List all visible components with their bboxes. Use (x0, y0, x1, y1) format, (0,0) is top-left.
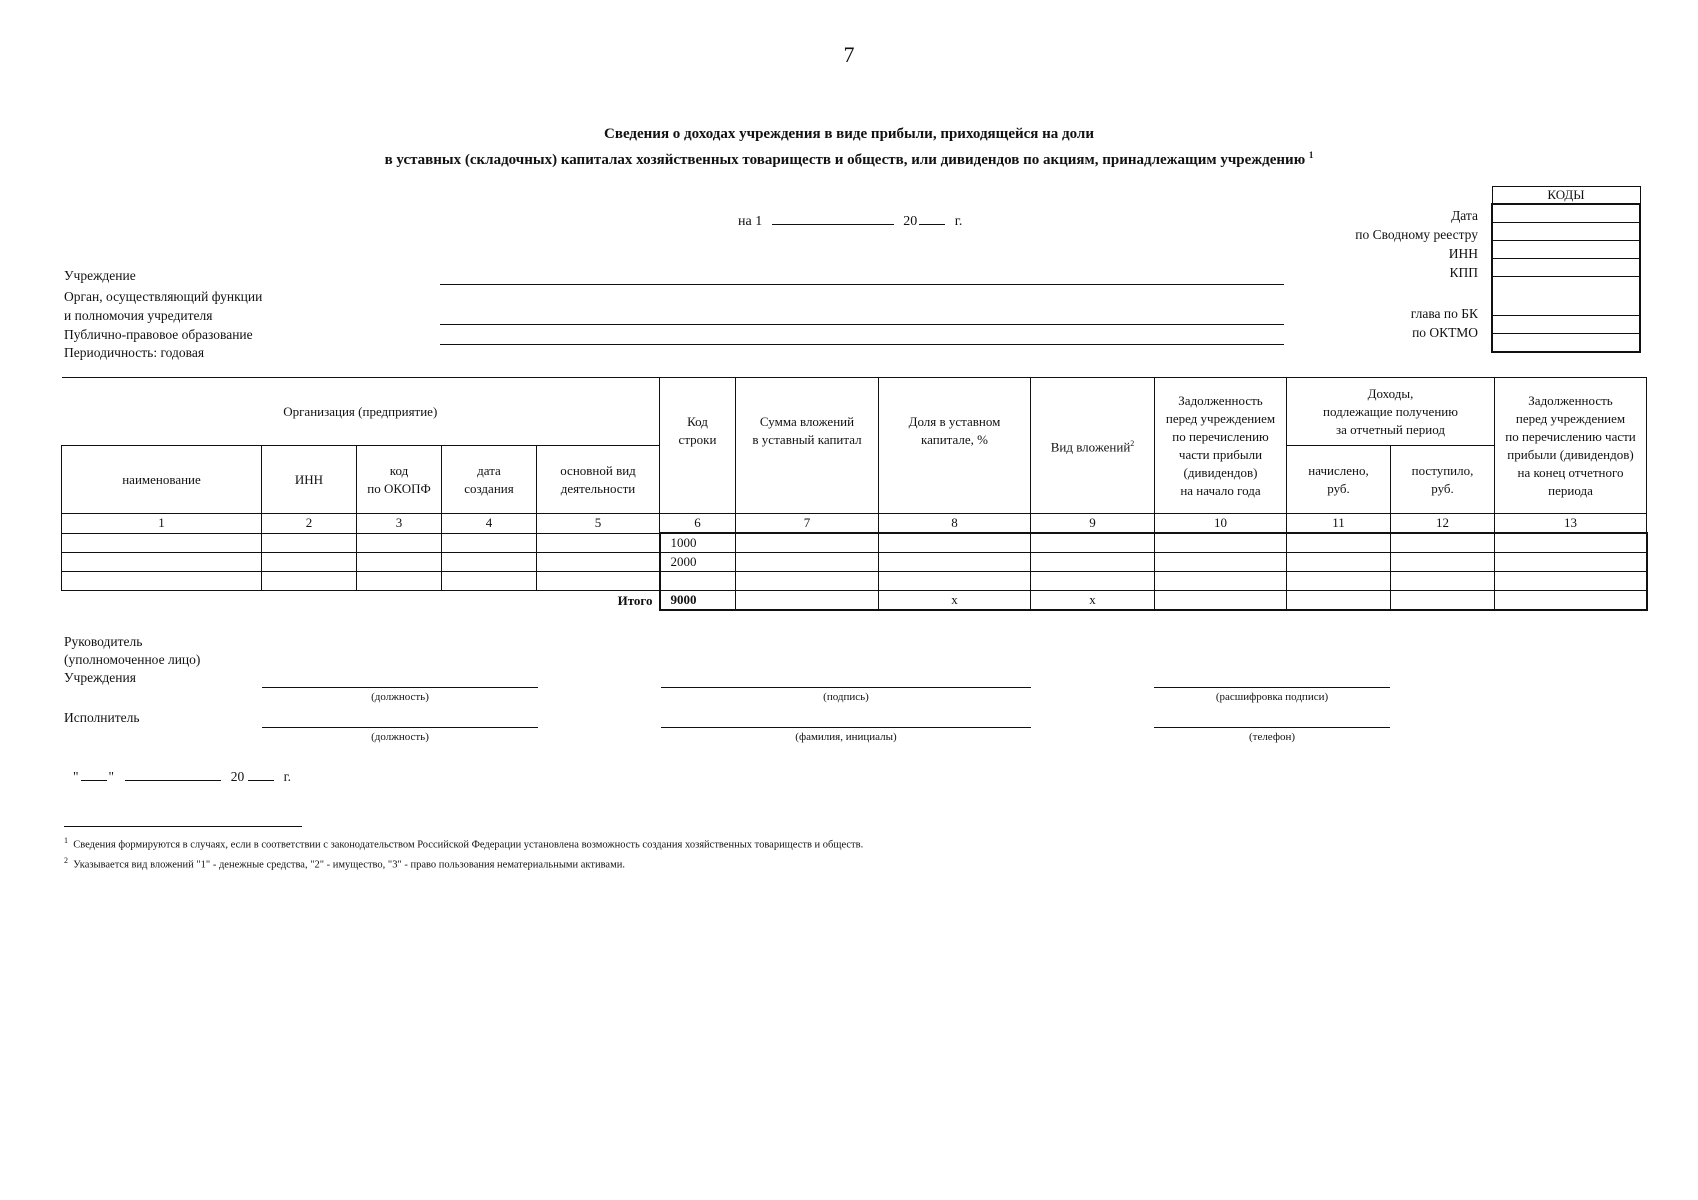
cap-head-signature: (подпись) (823, 691, 869, 703)
cell-share[interactable] (879, 553, 1031, 572)
sig-head-l1: Руководитель (64, 634, 143, 649)
institution-field[interactable] (440, 284, 1284, 285)
debt-end-l4: прибыли (дивидендов) (1507, 446, 1634, 462)
col-number: 6 (660, 514, 736, 534)
accrued-l1: начислено, (1308, 462, 1369, 478)
cell-activity[interactable] (537, 553, 660, 572)
sig-executor: Исполнитель (64, 710, 140, 725)
debt-end-l2: перед учреждением (1515, 410, 1626, 426)
col-accrued-header (1287, 446, 1391, 514)
col-kind-header (1031, 378, 1155, 514)
date-prefix: на 1 (738, 214, 763, 229)
code-label-inn: ИНН (1448, 246, 1478, 261)
cell-name[interactable] (62, 553, 262, 572)
debt-start-l2: перед учреждением (1165, 410, 1276, 426)
cell-activity[interactable] (537, 572, 660, 591)
total-sum[interactable] (736, 591, 879, 611)
executor-phone-line[interactable] (1154, 727, 1390, 728)
code-label-oktmo: по ОКТМО (1412, 325, 1478, 340)
footnote-1-text: Сведения формируются в случаях, если в соответствии с законодательством Российской Федерации установлена возможность создания хозяйственных товариществ и обществ. (73, 839, 864, 851)
total-accrued[interactable] (1287, 591, 1391, 611)
cell-okopf[interactable] (357, 533, 442, 553)
cell-received[interactable] (1391, 572, 1495, 591)
cell-created[interactable] (442, 553, 537, 572)
received-l1: поступило, (1411, 462, 1474, 478)
org-group-header: Организация (предприятие) (62, 378, 660, 446)
cell-row-code: 2000 (660, 553, 736, 572)
col-share-l2: капитале, % (921, 431, 988, 447)
col-number: 2 (262, 514, 357, 534)
label-founder-1: Орган, осуществляющий функции (64, 289, 263, 304)
total-row-code: 9000 (660, 591, 736, 611)
head-position-line[interactable] (262, 687, 538, 688)
debt-end-l6: периода (1548, 482, 1593, 498)
col-debt-start-header (1155, 378, 1287, 514)
cell-kind[interactable] (1031, 553, 1155, 572)
col-share-l1: Доля в уставном (908, 413, 1001, 429)
income-table (61, 377, 1648, 611)
label-institution: Учреждение (64, 268, 136, 283)
code-oktmo-cell[interactable] (1492, 316, 1640, 334)
title-line-2 (0, 150, 1698, 169)
cap-executor-position: (должность) (371, 731, 429, 743)
code-label-date: Дата (1451, 208, 1478, 223)
cell-inn[interactable] (262, 572, 357, 591)
total-received[interactable] (1391, 591, 1495, 611)
cell-sum[interactable] (736, 533, 879, 553)
codes-header: КОДЫ (1492, 187, 1640, 205)
total-debt-end[interactable] (1495, 591, 1647, 611)
activity-l2: деятельности (560, 480, 636, 496)
code-label-glava-bk: глава по БК (1410, 306, 1478, 321)
cell-debt-start[interactable] (1155, 533, 1287, 553)
label-periodicity: Периодичность: годовая (64, 345, 205, 360)
cell-debt-end[interactable] (1495, 533, 1647, 553)
debt-end-l3: по перечислению части (1505, 428, 1636, 444)
cell-sum[interactable] (736, 553, 879, 572)
cell-okopf[interactable] (357, 553, 442, 572)
col-sum-header (736, 378, 879, 514)
cell-debt-start[interactable] (1155, 553, 1287, 572)
col-code-l1: Код (687, 413, 708, 429)
date-year-field[interactable] (919, 210, 945, 225)
debt-end-l1: Задолженность (1528, 392, 1613, 408)
col-sum-l2: в уставный капитал (752, 431, 862, 447)
cell-sum[interactable] (736, 572, 879, 591)
total-debt-start[interactable] (1155, 591, 1287, 611)
col-activity-header (537, 446, 660, 514)
cell-received[interactable] (1391, 553, 1495, 572)
quote-open: " (73, 769, 79, 784)
cell-accrued[interactable] (1287, 533, 1391, 553)
report-date-line (738, 210, 962, 230)
activity-l1: основной вид (560, 462, 636, 478)
total-row (62, 591, 1647, 611)
code-kpp-cell[interactable] (1492, 259, 1640, 277)
bottom-date-suffix: г. (283, 769, 292, 784)
public-entity-field[interactable] (440, 344, 1284, 345)
col-kind-mark: 2 (1130, 438, 1135, 448)
col-number: 4 (442, 514, 537, 534)
debt-start-l1: Задолженность (1178, 392, 1263, 408)
col-number: 13 (1495, 514, 1647, 534)
label-founder-2: и полномочия учредителя (64, 308, 213, 323)
cell-name[interactable] (62, 533, 262, 553)
col-number: 9 (1031, 514, 1155, 534)
col-number: 12 (1391, 514, 1495, 534)
okopf-l1: код (389, 462, 409, 478)
cap-head-position: (должность) (371, 691, 429, 703)
col-number: 11 (1287, 514, 1391, 534)
cell-created[interactable] (442, 572, 537, 591)
head-signature-line[interactable] (661, 687, 1031, 688)
total-label: Итого (617, 592, 653, 608)
sig-head-l2: (уполномоченное лицо) (64, 652, 201, 667)
cell-accrued[interactable] (1287, 572, 1391, 591)
col-inn-header: ИНН (262, 446, 357, 514)
col-sum-l1: Сумма вложений (759, 413, 855, 429)
table-row (62, 533, 1647, 553)
code-registry-cell[interactable] (1492, 223, 1640, 241)
executor-position-line[interactable] (262, 727, 538, 728)
col-number: 1 (62, 514, 262, 534)
debt-start-l6: на начало года (1180, 482, 1261, 498)
code-label-kpp: КПП (1449, 265, 1478, 280)
cell-name[interactable] (62, 572, 262, 591)
footnote-separator (64, 826, 302, 827)
quote-close: " (108, 769, 115, 784)
title-footnote-mark: 1 (1308, 150, 1314, 160)
col-number: 3 (357, 514, 442, 534)
code-label-registry: по Сводному реестру (1355, 227, 1478, 242)
cell-row-code: 1000 (660, 533, 736, 553)
table-row (62, 572, 1647, 591)
total-share-x: x (879, 591, 1031, 611)
income-group-header (1287, 378, 1495, 446)
cell-activity[interactable] (537, 533, 660, 553)
bottom-date-day-field[interactable] (81, 768, 107, 781)
footnote-2 (64, 856, 625, 871)
col-number: 10 (1155, 514, 1287, 534)
created-l2: создания (464, 480, 514, 496)
footnote-1-mark: 1 (64, 836, 68, 845)
page-number: 7 (843, 42, 855, 67)
code-inn-cell[interactable] (1492, 241, 1640, 259)
col-number: 7 (736, 514, 879, 534)
debt-start-l5: (дивидендов) (1183, 464, 1258, 480)
bottom-date-month-field[interactable] (125, 768, 221, 781)
cell-accrued[interactable] (1287, 553, 1391, 572)
code-extra-cell[interactable] (1492, 334, 1640, 353)
cell-inn[interactable] (262, 533, 357, 553)
col-code-l2: строки (678, 431, 717, 447)
col-received-header (1391, 446, 1495, 514)
col-created-header (442, 446, 537, 514)
bottom-date (73, 768, 291, 785)
code-date-cell[interactable] (1492, 204, 1640, 223)
cell-share[interactable] (879, 572, 1031, 591)
debt-start-l3: по перечислению (1172, 428, 1269, 444)
income-group-l2: подлежащие получению (1323, 403, 1458, 419)
col-number: 5 (537, 514, 660, 534)
col-share-header (879, 378, 1031, 514)
head-decoding-line[interactable] (1154, 687, 1390, 688)
sig-head-l3: Учреждения (64, 670, 136, 685)
cell-okopf[interactable] (357, 572, 442, 591)
col-code-header (660, 378, 736, 514)
bottom-year-prefix: 20 (230, 769, 245, 784)
cell-inn[interactable] (262, 553, 357, 572)
cell-row-code (660, 572, 736, 591)
income-group-l3: за отчетный период (1336, 421, 1445, 437)
debt-start-l4: части прибыли (1178, 446, 1263, 462)
codes-box (1491, 186, 1641, 353)
cell-received[interactable] (1391, 533, 1495, 553)
table-row (62, 553, 1647, 572)
col-okopf-header (357, 446, 442, 514)
cap-executor-name: (фамилия, инициалы) (795, 731, 897, 743)
footnote-1 (64, 836, 863, 851)
col-debt-end-header (1495, 378, 1647, 514)
col-kind-label: Вид вложений (1050, 439, 1131, 455)
executor-name-line[interactable] (661, 727, 1031, 728)
cell-kind[interactable] (1031, 533, 1155, 553)
cap-head-decoding: (расшифровка подписи) (1215, 691, 1329, 703)
cell-share[interactable] (879, 533, 1031, 553)
col-name-header: наименование (62, 446, 262, 514)
footnote-2-mark: 2 (64, 856, 68, 865)
bottom-date-year-field[interactable] (248, 768, 274, 781)
received-l2: руб. (1431, 480, 1454, 496)
income-group-l1: Доходы, (1367, 385, 1414, 401)
cell-debt-start[interactable] (1155, 572, 1287, 591)
title-line-2-text: в уставных (складочных) капиталах хозяйственных товариществ и обществ, или дивидендов по акциям, принадлежащим учреждению (384, 152, 1306, 168)
cell-debt-end[interactable] (1495, 572, 1647, 591)
date-year-prefix: 20 (903, 214, 918, 229)
cap-executor-phone: (телефон) (1248, 731, 1296, 743)
cell-kind[interactable] (1031, 572, 1155, 591)
code-glava-bk-cell[interactable] (1492, 277, 1640, 316)
total-kind-x: x (1031, 591, 1155, 611)
cell-debt-end[interactable] (1495, 553, 1647, 572)
date-day-month-field[interactable] (772, 210, 894, 225)
created-l1: дата (477, 462, 501, 478)
label-public-entity: Публично-правовое образование (64, 327, 253, 342)
okopf-l2: по ОКОПФ (367, 480, 431, 496)
date-suffix: г. (954, 214, 963, 229)
title-line-1: Сведения о доходах учреждения в виде прибыли, приходящейся на доли (604, 126, 1094, 142)
accrued-l2: руб. (1327, 480, 1350, 496)
cell-created[interactable] (442, 533, 537, 553)
footnote-2-text: Указывается вид вложений "1" - денежные средства, "2" - имущество, "3" - право пользования нематериальными активами. (73, 859, 625, 871)
col-number: 8 (879, 514, 1031, 534)
founder-field[interactable] (440, 324, 1284, 325)
debt-end-l5: на конец отчетного (1517, 464, 1624, 480)
